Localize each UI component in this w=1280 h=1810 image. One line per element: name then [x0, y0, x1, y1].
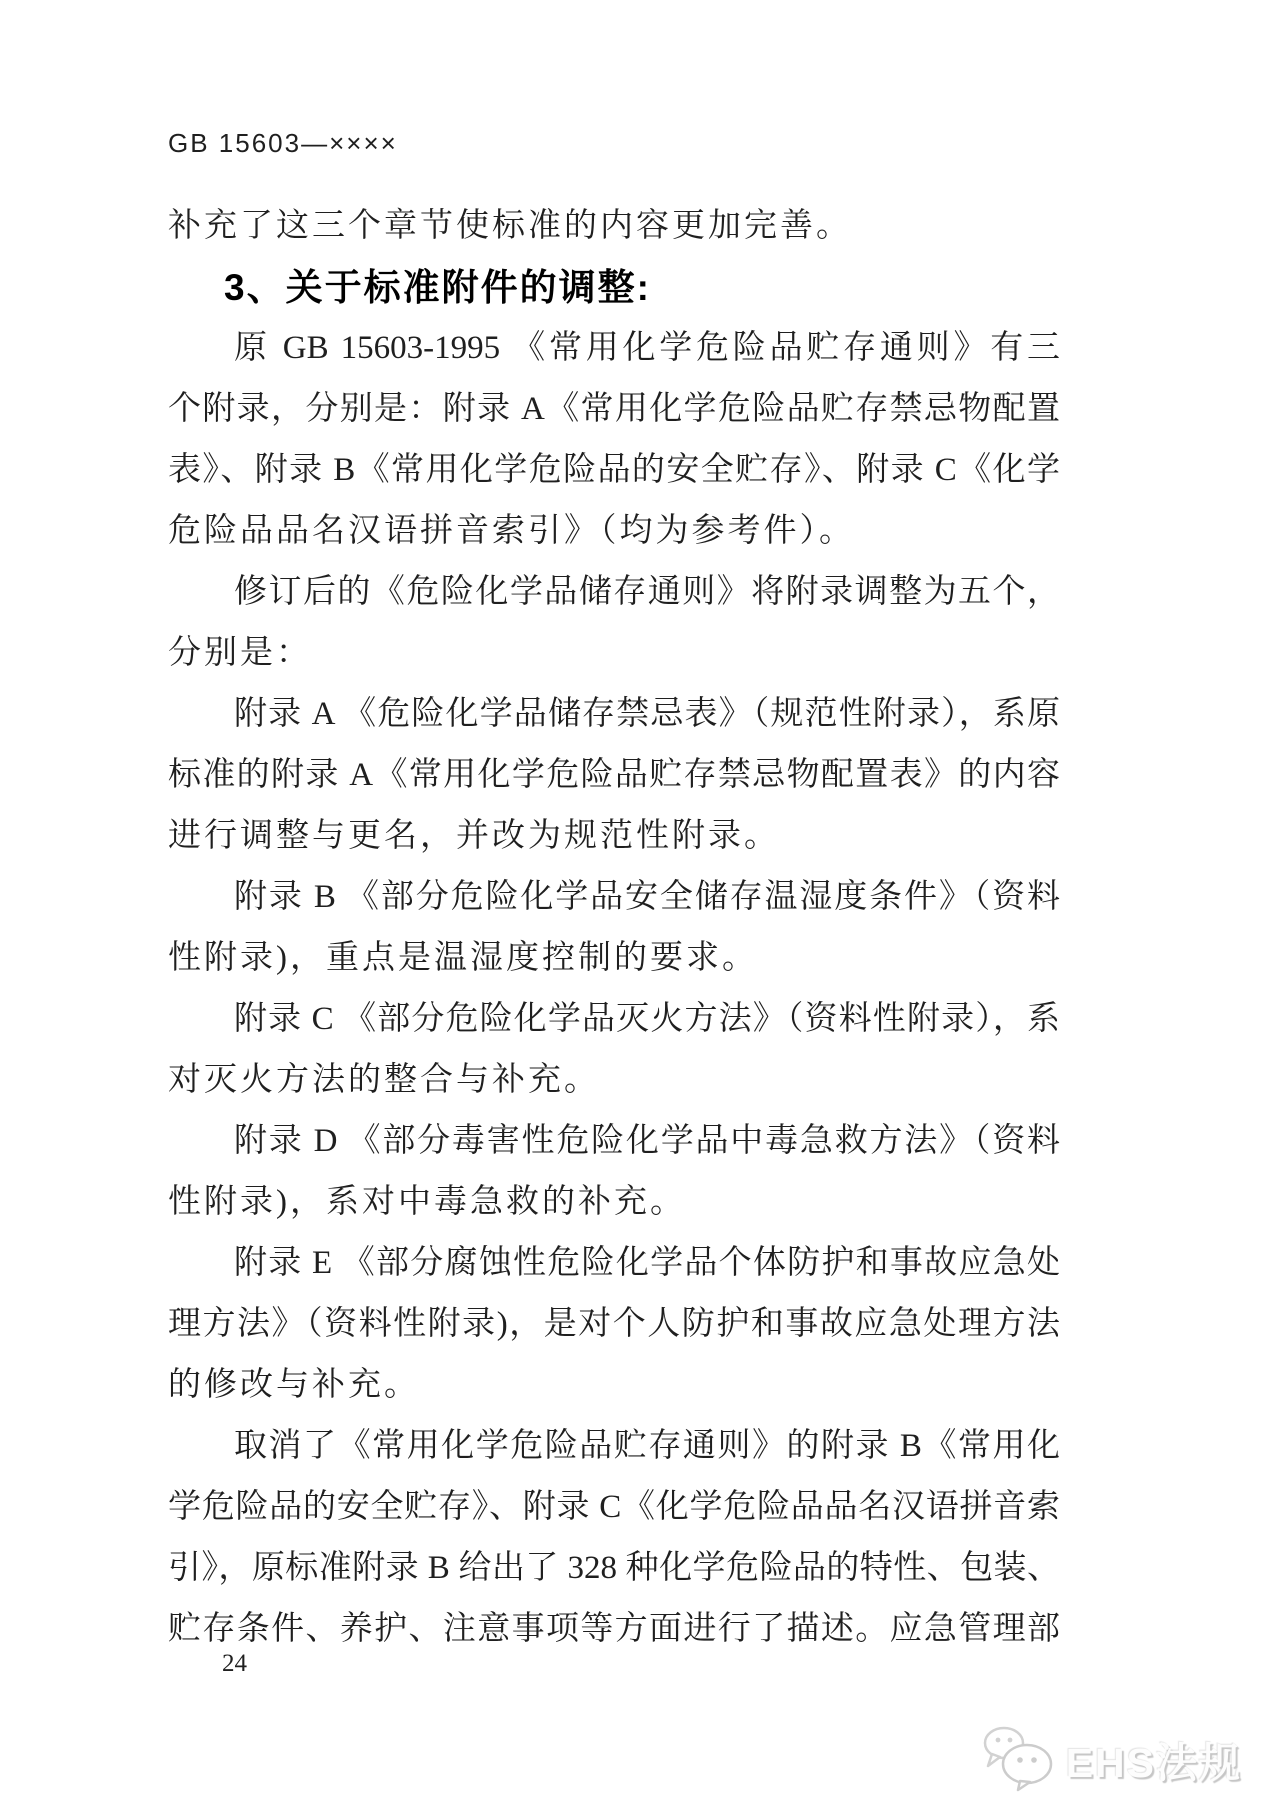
- text-line: 引》，原标准附录 B 给出了 328 种化学危险品的特性、包装、: [168, 1550, 1060, 1586]
- text-line: 学危险品的安全贮存》、附录 C《化学危险品品名汉语拼音索: [168, 1489, 1060, 1525]
- text-line: 危险品品名汉语拼音索引》（均为参考件）。: [168, 513, 855, 549]
- text-line: 进行调整与更名，并改为规范性附录。: [168, 818, 780, 854]
- text-line: 补充了这三个章节使标准的内容更加完善。: [168, 208, 852, 244]
- document-body: [168, 196, 1060, 1660]
- text-line: 表》、附录 B《常用化学危险品的安全贮存》、附录 C《化学: [168, 452, 1060, 488]
- page-number: 24: [222, 1650, 247, 1677]
- standard-number-header: GB 15603—××××: [168, 128, 398, 158]
- text-line: 个附录，分别是：附录 A《常用化学危险品贮存禁忌物配置: [168, 391, 1060, 427]
- text-line: 的修改与补充。: [168, 1367, 420, 1403]
- text-line: 附录 B 《部分危险化学品安全储存温湿度条件》（资料: [234, 879, 1060, 915]
- text-line: 附录 A 《危险化学品储存禁忌表》（规范性附录），系原: [234, 696, 1060, 732]
- wechat-chat-bubbles-icon: [982, 1726, 1056, 1792]
- text-line: 附录 C 《部分危险化学品灭火方法》（资料性附录），系: [234, 1001, 1060, 1037]
- publisher-watermark: [982, 1726, 1242, 1792]
- text-line: 附录 E 《部分腐蚀性危险化学品个体防护和事故应急处: [234, 1245, 1060, 1281]
- text-line: 原 GB 15603-1995 《常用化学危险品贮存通则》有三: [234, 330, 1060, 366]
- text-line: 性附录)，系对中毒急救的补充。: [168, 1184, 686, 1220]
- text-line: 对灭火方法的整合与补充。: [168, 1062, 600, 1098]
- text-line: 性附录)，重点是温湿度控制的要求。: [168, 940, 758, 976]
- section-heading: 3、关于标准附件的调整:: [224, 267, 651, 308]
- text-line: 贮存条件、养护、注意事项等方面进行了描述。应急管理部: [168, 1611, 1060, 1647]
- text-line: 标准的附录 A《常用化学危险品贮存禁忌物配置表》的内容: [168, 757, 1060, 793]
- text-line: 理方法》（资料性附录)，是对个人防护和事故应急处理方法: [168, 1306, 1060, 1342]
- watermark-label: EHS法规: [1065, 1739, 1242, 1786]
- text-line: 修订后的《危险化学品储存通则》将附录调整为五个，: [234, 574, 1060, 610]
- text-line: 附录 D 《部分毒害性危险化学品中毒急救方法》（资料: [234, 1123, 1060, 1159]
- text-line: 取消了《常用化学危险品贮存通则》的附录 B《常用化: [234, 1428, 1060, 1464]
- text-line: 分别是：: [168, 635, 312, 671]
